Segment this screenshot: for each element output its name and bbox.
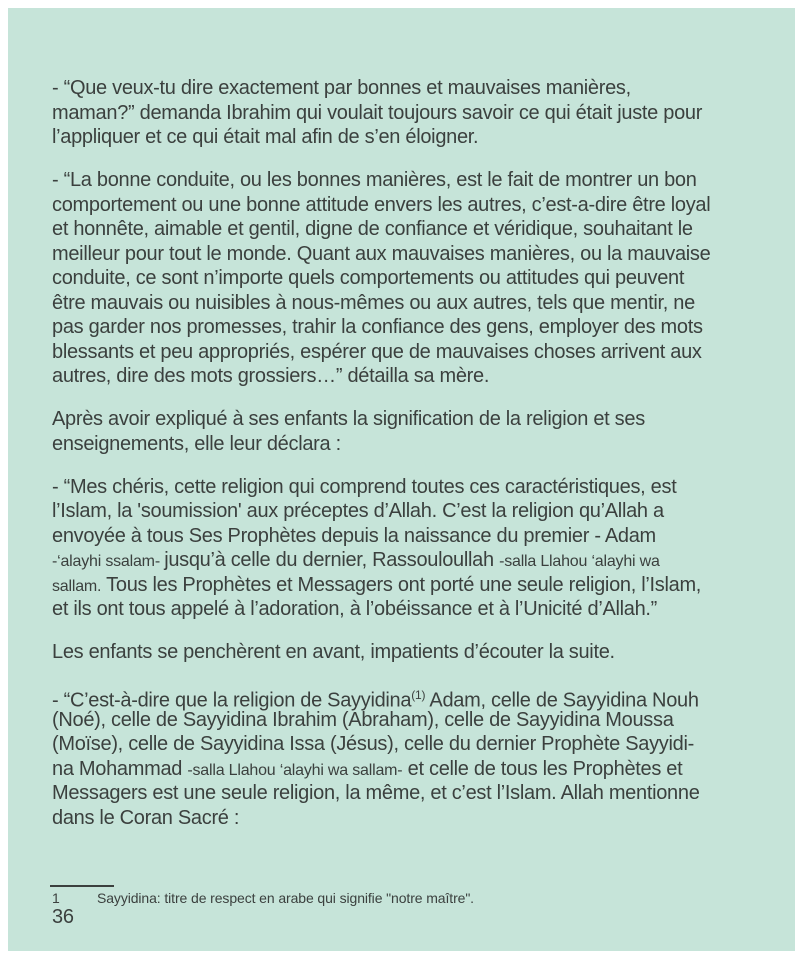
text-line (52, 101, 754, 126)
text-line (52, 266, 754, 291)
text-segment: comportement ou une bonne attitude envers les autres, c’est-a-dire être loyal (52, 193, 711, 216)
text-line (52, 217, 754, 242)
text-segment: envoyée à tous Ses Prophètes depuis la naissance du premier - Adam (52, 524, 656, 547)
text-segment: Messagers est une seule religion, la même, et c’est l’Islam. Allah mentionne (52, 782, 700, 804)
paragraph (52, 475, 754, 622)
text-segment: - “Mes chéris, cette religion qui comprend toutes ces caractéristiques, est (52, 475, 677, 498)
footnote-reference: (1) (411, 688, 426, 702)
text-line (52, 757, 754, 782)
text-segment: na Mohammad (52, 757, 188, 780)
text-segment: -salla Llahou ‘alayhi wa (499, 553, 660, 570)
text-segment: meilleur pour tout le monde. Quant aux mauvaises manières, ou la mauvaise (52, 242, 711, 265)
text-segment: Après avoir expliqué à ses enfants la signification de la religion et ses (52, 408, 645, 430)
book-page (8, 8, 795, 951)
text-line (52, 168, 754, 193)
text-segment: et honnête, aimable et gentil, digne de confiance et véridique, souhaitant le (52, 218, 693, 240)
text-segment: Adam, celle de Sayyidina Nouh (425, 689, 699, 712)
text-segment: conduite, ce sont n’importe quels comportements ou attitudes qui peuvent (52, 267, 685, 289)
text-segment: jusqu’à celle du dernier, Rassouloullah (164, 549, 500, 571)
text-line (52, 524, 754, 549)
text-segment: l’appliquer et ce qui était mal afin de s’en éloigner. (52, 126, 479, 148)
text-segment: l’Islam, la 'soumission' aux préceptes d’Allah. C’est la religion qu’Allah a (52, 500, 664, 522)
text-line (52, 193, 754, 218)
text-line (52, 315, 754, 340)
text-segment: pas garder nos promesses, trahir la confiance des gens, employer des mots (52, 316, 703, 338)
text-line (52, 76, 754, 101)
text-segment: Tous les Prophètes et Messagers ont porté une seule religion, l’Islam, (101, 573, 702, 596)
paragraph (52, 76, 754, 150)
text-segment: (Moïse), celle de Sayyidina Issa (Jésus), celle du dernier Prophète Sayyidi- (52, 733, 694, 755)
text-line (52, 548, 754, 573)
text-segment: -‘alayhi ssalam- (52, 553, 165, 570)
text-line (52, 708, 754, 733)
text-segment: sallam. (52, 577, 102, 595)
text-line (52, 340, 754, 365)
text-line (52, 407, 754, 432)
body-text (52, 76, 754, 849)
text-segment: être mauvais ou nuisibles à nous-mêmes ou aux autres, tels que mentir, ne (52, 291, 695, 314)
text-line (52, 291, 754, 316)
text-segment: - “La bonne conduite, ou les bonnes manières, est le fait de montrer un bon (52, 169, 697, 191)
text-segment: -salla Llahou ‘alayhi wa sallam- (187, 761, 403, 779)
text-line (52, 683, 754, 712)
text-line (52, 573, 754, 598)
text-segment: (Noé), celle de Sayyidina Ibrahim (Abraham), celle de Sayyidina Moussa (52, 708, 674, 731)
text-segment: dans le Coran Sacré : (52, 806, 240, 829)
text-line (52, 432, 754, 457)
text-line (52, 597, 754, 622)
text-line (52, 806, 754, 831)
page-number: 36 (52, 906, 74, 928)
text-line (52, 781, 754, 806)
footnote-number: 1 (52, 890, 60, 906)
footnote-divider (50, 885, 114, 887)
text-line (52, 499, 754, 524)
text-segment: autres, dire des mots grossiers…” détailla sa mère. (52, 365, 490, 387)
text-line (52, 475, 754, 500)
text-line (52, 242, 754, 267)
text-line (52, 125, 754, 150)
text-line (52, 364, 754, 389)
text-line (52, 640, 754, 665)
text-line (52, 732, 754, 757)
paragraph (52, 640, 754, 665)
text-segment: et celle de tous les Prophètes et (402, 757, 683, 780)
text-segment: et ils ont tous appelé à l’adoration, à l’obéissance et à l’Unicité d’Allah.” (52, 598, 658, 620)
text-segment: maman?” demanda Ibrahim qui voulait toujours savoir ce qui était juste pour (52, 101, 703, 124)
paragraph (52, 683, 754, 830)
footnote-text: Sayyidina: titre de respect en arabe qui signifie "notre maître". (97, 890, 474, 906)
text-segment: - “C’est-à-dire que la religion de Sayyidina (52, 689, 412, 712)
text-segment: Les enfants se penchèrent en avant, impatients d’écouter la suite. (52, 641, 615, 663)
text-segment: blessants et peu appropriés, espérer que de mauvaises choses arrivent aux (52, 340, 702, 363)
text-segment: enseignements, elle leur déclara : (52, 432, 341, 455)
footnote (52, 890, 474, 907)
paragraph (52, 168, 754, 389)
paragraph (52, 407, 754, 456)
text-segment: - “Que veux-tu dire exactement par bonnes et mauvaises manières, (52, 77, 631, 99)
